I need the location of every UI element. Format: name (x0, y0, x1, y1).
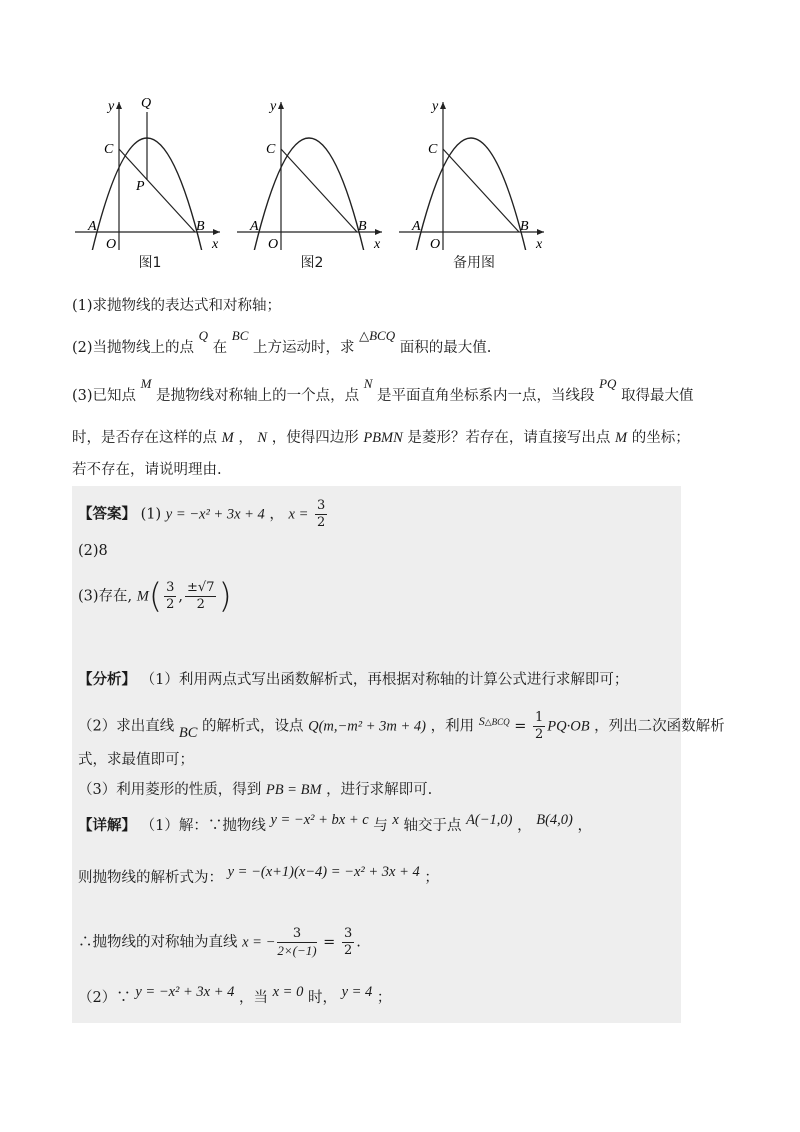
figure-1 (70, 90, 230, 280)
label-c: C (428, 142, 438, 157)
y-axis-arrow-icon (440, 102, 446, 109)
label-c: C (104, 142, 114, 157)
detail-line-1: 【详解】 （1）解：∵抛物线 y = −x² + bx + c 与 x 轴交于点 A(−1,0) ， B(4,0) ， (78, 812, 592, 834)
solution-panel (72, 486, 725, 1023)
figure-1-caption: 图1 (138, 255, 162, 271)
label-c: C (266, 142, 276, 157)
y-axis-arrow-icon (278, 102, 284, 109)
answer-line-3: (3)存在, M( $\frac{3}{2}$ , $\frac{\pm√7}{2}$ ) (78, 576, 232, 617)
detail-line-3: ∴抛物线的对称轴为直线 x = − $\frac{3}{2\times(-1)}$ = $\frac{3}{2}$ . (78, 926, 361, 958)
segment-bc (443, 149, 519, 232)
question-1: (1)求抛物线的表达式和对称轴； (72, 298, 282, 314)
figure-2-graph (232, 90, 392, 250)
label-q: Q (141, 96, 152, 111)
question-2: (2)当抛物线上的点 Q 在 BC 上方运动时，求 △BCQ 面积的最大值. (72, 328, 492, 356)
question-3-line-2: 时，是否存在这样的点 M ， N ，使得四边形 PBMN 是菱形？若存在，请直接写出点 M 的坐标； (72, 430, 690, 446)
label-x: x (374, 237, 381, 250)
question-3-line-1: (3)已知点 M 是抛物线对称轴上的一个点，点 N 是平面直角坐标系内一点，当线段 PQ 取得最大值 (72, 376, 694, 404)
label-y: y (270, 99, 277, 114)
label-x: x (536, 237, 543, 250)
figure-2 (232, 90, 392, 280)
analysis-line-2: （2）求出直线 BC 的解析式，设点 Q(m,−m² + 3m + 4) ，利用 $^{S\triangle BCQ}$ = $\frac{1}{2}$ PQ·OB ，列出二次函数解析 (78, 710, 725, 742)
figure-3-caption: 备用图 (453, 255, 495, 271)
segment-bc (119, 149, 195, 232)
label-a: A (412, 219, 421, 234)
answer-line-1: 【答案】 (1) y = −x² + 3x + 4 ， x = $\frac{3}{2}$ (78, 498, 326, 530)
axis-fraction: $\frac{3}{2}$ (317, 498, 326, 530)
label-p: P (136, 179, 145, 194)
label-a: A (88, 219, 97, 234)
detail-line-4: （2）∵ y = −x² + 3x + 4 ，当 x = 0 时， y = 4 ； (78, 984, 392, 1006)
label-o: O (430, 237, 441, 250)
label-x: x (212, 237, 219, 250)
figures-row (60, 90, 560, 280)
x-axis-arrow-icon (375, 229, 382, 235)
x-axis-arrow-icon (537, 229, 544, 235)
figure-2-caption: 图2 (300, 255, 324, 271)
label-b: B (196, 219, 205, 234)
analysis-line-4: （3）利用菱形的性质，得到 PB = BM ，进行求解即可. (78, 782, 433, 798)
label-o: O (106, 237, 117, 250)
x-axis-arrow-icon (213, 229, 220, 235)
label-o: O (268, 237, 279, 250)
detail-line-2: 则抛物线的解析式为： y = −(x+1)(x−4) = −x² + 3x + 4 ； (78, 864, 439, 886)
segment-bc (281, 149, 357, 232)
figure-1-graph (70, 90, 230, 250)
label-y: y (432, 99, 439, 114)
figure-3 (394, 90, 554, 280)
y-axis-arrow-icon (116, 102, 122, 109)
answer-line-2: (2)8 (78, 543, 108, 559)
question-3-line-3: 若不存在，请说明理由. (72, 462, 222, 478)
label-a: A (250, 219, 259, 234)
analysis-line-3: 式，求最值即可； (78, 752, 194, 768)
figure-3-graph (394, 90, 554, 250)
analysis-line-1: 【分析】 （1）利用两点式写出函数解析式，再根据对称轴的计算公式进行求解即可； (78, 672, 629, 688)
label-b: B (520, 219, 529, 234)
label-y: y (108, 99, 115, 114)
label-b: B (358, 219, 367, 234)
